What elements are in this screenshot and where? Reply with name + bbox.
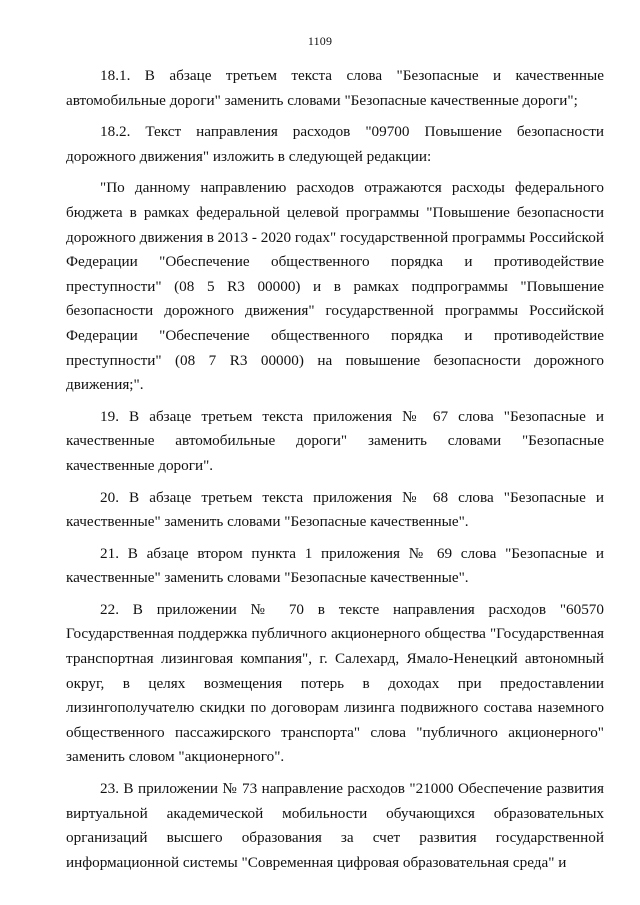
paragraph-19: 19. В абзаце третьем текста приложения № 67 слова "Безопасные и качественные автомобильные дороги" заменить словами "Безопасные качественные дороги". [66,407,604,474]
paragraph-20: 20. В абзаце третьем текста приложения № 68 слова "Безопасные и качественные" заменить словами "Безопасные качественные". [66,488,604,531]
document-body [66,64,604,882]
paragraph-quoted-text: "По данному направлению расходов отражаются расходы федерального бюджета в рамках федеральной целевой программы "Повышение безопасности дорожного движения в 2013 - 2020 годах" государственной программы Российской Федерации "Обеспечение общественного порядка и противодействие преступности" (08 5 R3 00000) и в рамках подпрограммы "Повышение безопасности дорожного движения" государственной программы Российской Федерации "Обеспечение общественного порядка и противодействие преступности" (08 7 R3 00000) на повышение безопасности дорожного движения;". [66,179,604,394]
paragraph-18-1: 18.1. В абзаце третьем текста слова "Безопасные и качественные автомобильные дороги" заменить словами "Безопасные качественные дороги"; [66,67,604,109]
page-number: 1109 [307,34,333,48]
paragraph-22: 22. В приложении № 70 в тексте направления расходов "60570 Государственная поддержка публичного акционерного общества "Государственная транспортная лизинговая компания", г. Салехард, Ямало-Ненецкий автономный округ, в целях возмещения потерь в доходах при предоставлении лизингополучателю скидки по договорам лизинга подвижного состава наземного общественного пассажирского транспорта" слова "публичного акционерного" заменить словом "акционерного". [66,600,604,766]
paragraph-23: 23. В приложении № 73 направление расходов "21000 Обеспечение развития виртуальной академической мобильности обучающихся образовательных организаций высшего образования за счет развития государственной информационной системы "Современная цифровая образовательная среда" и [66,780,604,871]
paragraph-21: 21. В абзаце втором пункта 1 приложения № 69 слова "Безопасные и качественные" заменить словами "Безопасные качественные". [66,544,604,587]
paragraph-18-2: 18.2. Текст направления расходов "09700 Повышение безопасности дорожного движения" изложить в следующей редакции: [66,123,604,165]
